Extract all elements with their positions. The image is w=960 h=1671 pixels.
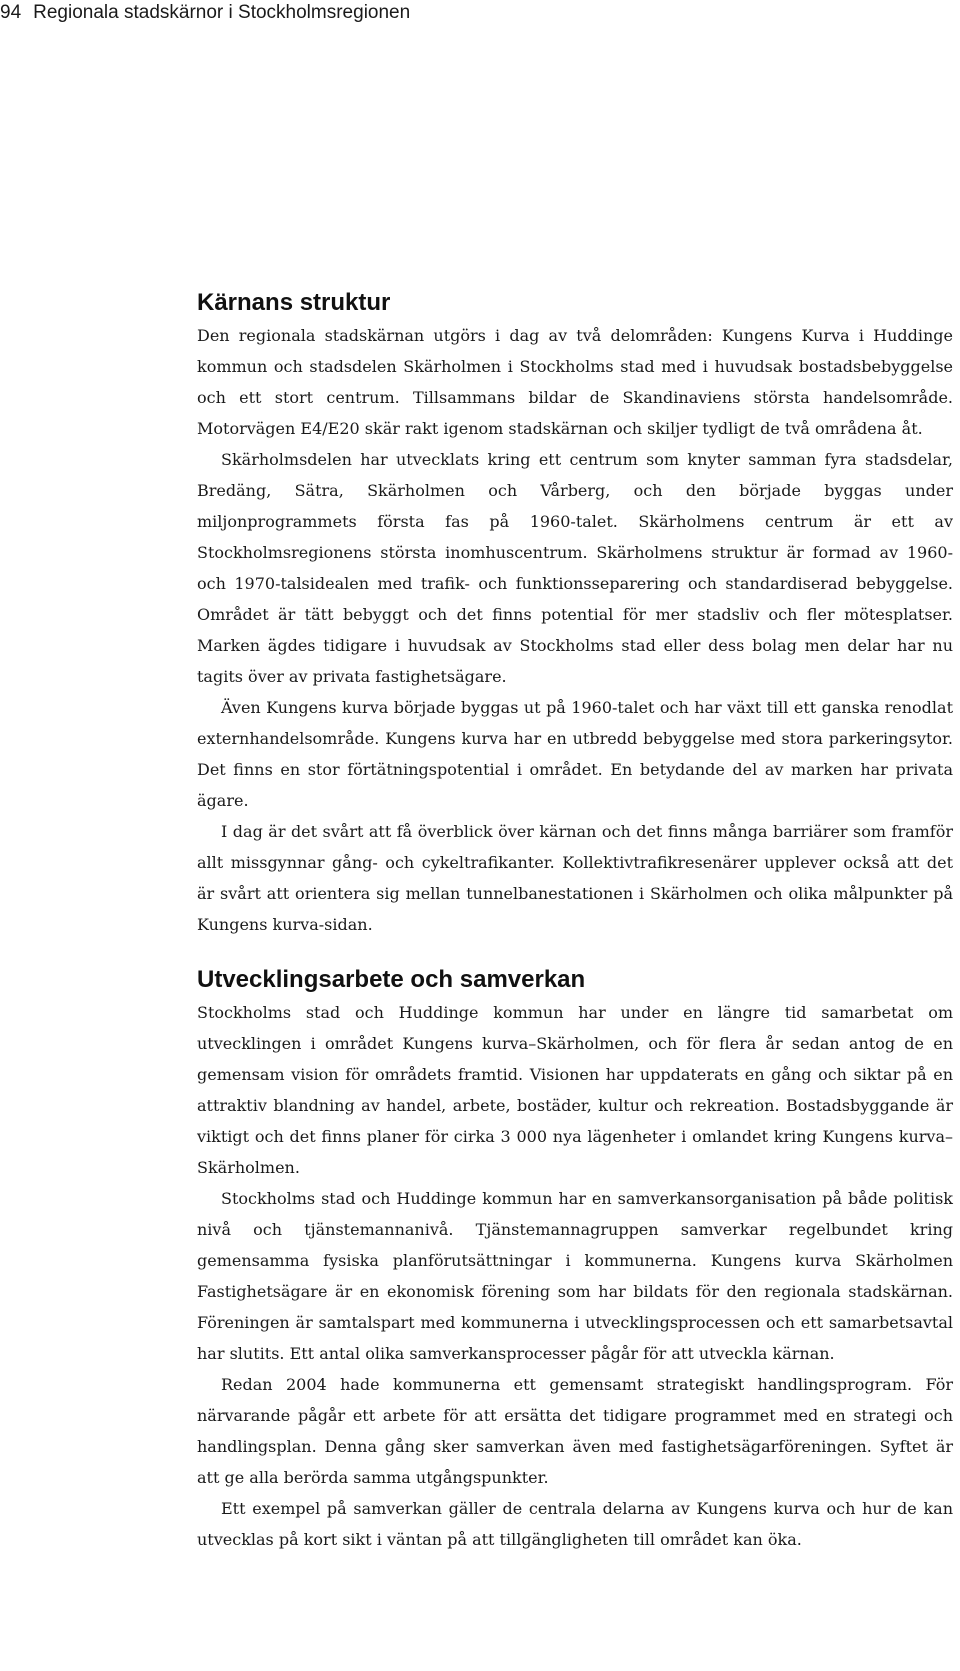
body-paragraph: Den regionala stadskärnan utgörs i dag av två delområden: Kungens Kurva i Huddinge kommun och stadsdelen Skärholmen i Stockholms stad med i huvudsak bostadsbebyggelse och ett stort centrum. Tillsammans bildar de Skandinaviens största handelsområde. Motorvägen E4/E20 skär rakt igenom stadskärnan och skiljer tydligt de två områdena åt.: [197, 326, 953, 438]
section-heading: Utvecklingsarbete och samverkan: [197, 966, 586, 993]
section-karnans-struktur: [197, 288, 953, 940]
body-paragraph: Stockholms stad och Huddinge kommun har under en längre tid samarbetat om utvecklingen i området Kungens kurva–Skärholmen, och för flera år sedan antog de en gemensam vision för områdets framtid. Visionen har uppdaterats en gång och siktar på en attraktiv blandning av handel, arbete, bostäder, kultur och rekreation. Bostadsbyggande är viktigt och det finns planer för cirka 3 000 nya lägenheter i omlandet kring Kungens kurva–Skärholmen.: [197, 1003, 953, 1177]
section-heading: Kärnans struktur: [197, 289, 391, 316]
running-title: Regionala stadskärnor i Stockholmsregionen: [33, 2, 411, 23]
body-paragraph: I dag är det svårt att få överblick över kärnan och det finns många barriärer som framför allt missgynnar gång- och cykeltrafikanter. Kollektivtrafikresenärer upplever också att det är svårt att orientera sig mellan tunnelbanestationen i Skärholmen och olika målpunkter på Kungens kurva-sidan.: [197, 822, 953, 934]
body-paragraph: Stockholms stad och Huddinge kommun har en samverkansorganisation på både politisk nivå och tjänstemannanivå. Tjänstemannagruppen samverkar regelbundet kring gemensamma fysiska planförutsättningar i kommunerna. Kungens kurva Skärholmen Fastighetsägare är en ekonomisk förening som har bildats för den regionala stadskärnan. Föreningen är samtalspart med kommunerna i utvecklingsprocessen och ett samarbetsavtal har slutits. Ett antal olika samverkansprocesser pågår för att utveckla kärnan.: [197, 1189, 953, 1363]
running-header: [0, 1, 410, 25]
body-paragraph: Även Kungens kurva började byggas ut på 1960-talet och har växt till ett ganska renodlat externhandelsområde. Kungens kurva har en utbredd bebyggelse med stora parkeringsytor. Det finns en stor förtätningspotential i området. En betydande del av marken har privata ägare.: [197, 698, 953, 810]
page-number: 94: [0, 2, 22, 23]
section-utvecklingsarbete: [197, 965, 953, 1555]
body-paragraph: Ett exempel på samverkan gäller de centrala delarna av Kungens kurva och hur de kan utvecklas på kort sikt i väntan på att tillgängligheten till området kan öka.: [197, 1499, 953, 1549]
body-paragraph: Skärholmsdelen har utvecklats kring ett centrum som knyter samman fyra stadsdelar, Bredäng, Sätra, Skärholmen och Vårberg, och den började byggas under miljonprogrammets första fas på 1960-talet. Skärholmens centrum är ett av Stockholmsregionens största inomhuscentrum. Skärholmens struktur är formad av 1960- och 1970-talsidealen med trafik- och funktionsseparering och standardiserad bebyggelse. Området är tätt bebyggt och det finns potential för mer stadsliv och fler mötesplatser. Marken ägdes tidigare i huvudsak av Stockholms stad eller dess bolag men delar har nu tagits över av privata fastighetsägare.: [197, 450, 953, 686]
body-paragraph: Redan 2004 hade kommunerna ett gemensamt strategiskt handlingsprogram. För närvarande pågår ett arbete för att ersätta det tidigare programmet med en strategi och handlingsplan. Denna gång sker samverkan även med fastighetsägarföreningen. Syftet är att ge alla berörda samma utgångspunkter.: [197, 1375, 953, 1487]
main-content: [197, 288, 953, 1555]
